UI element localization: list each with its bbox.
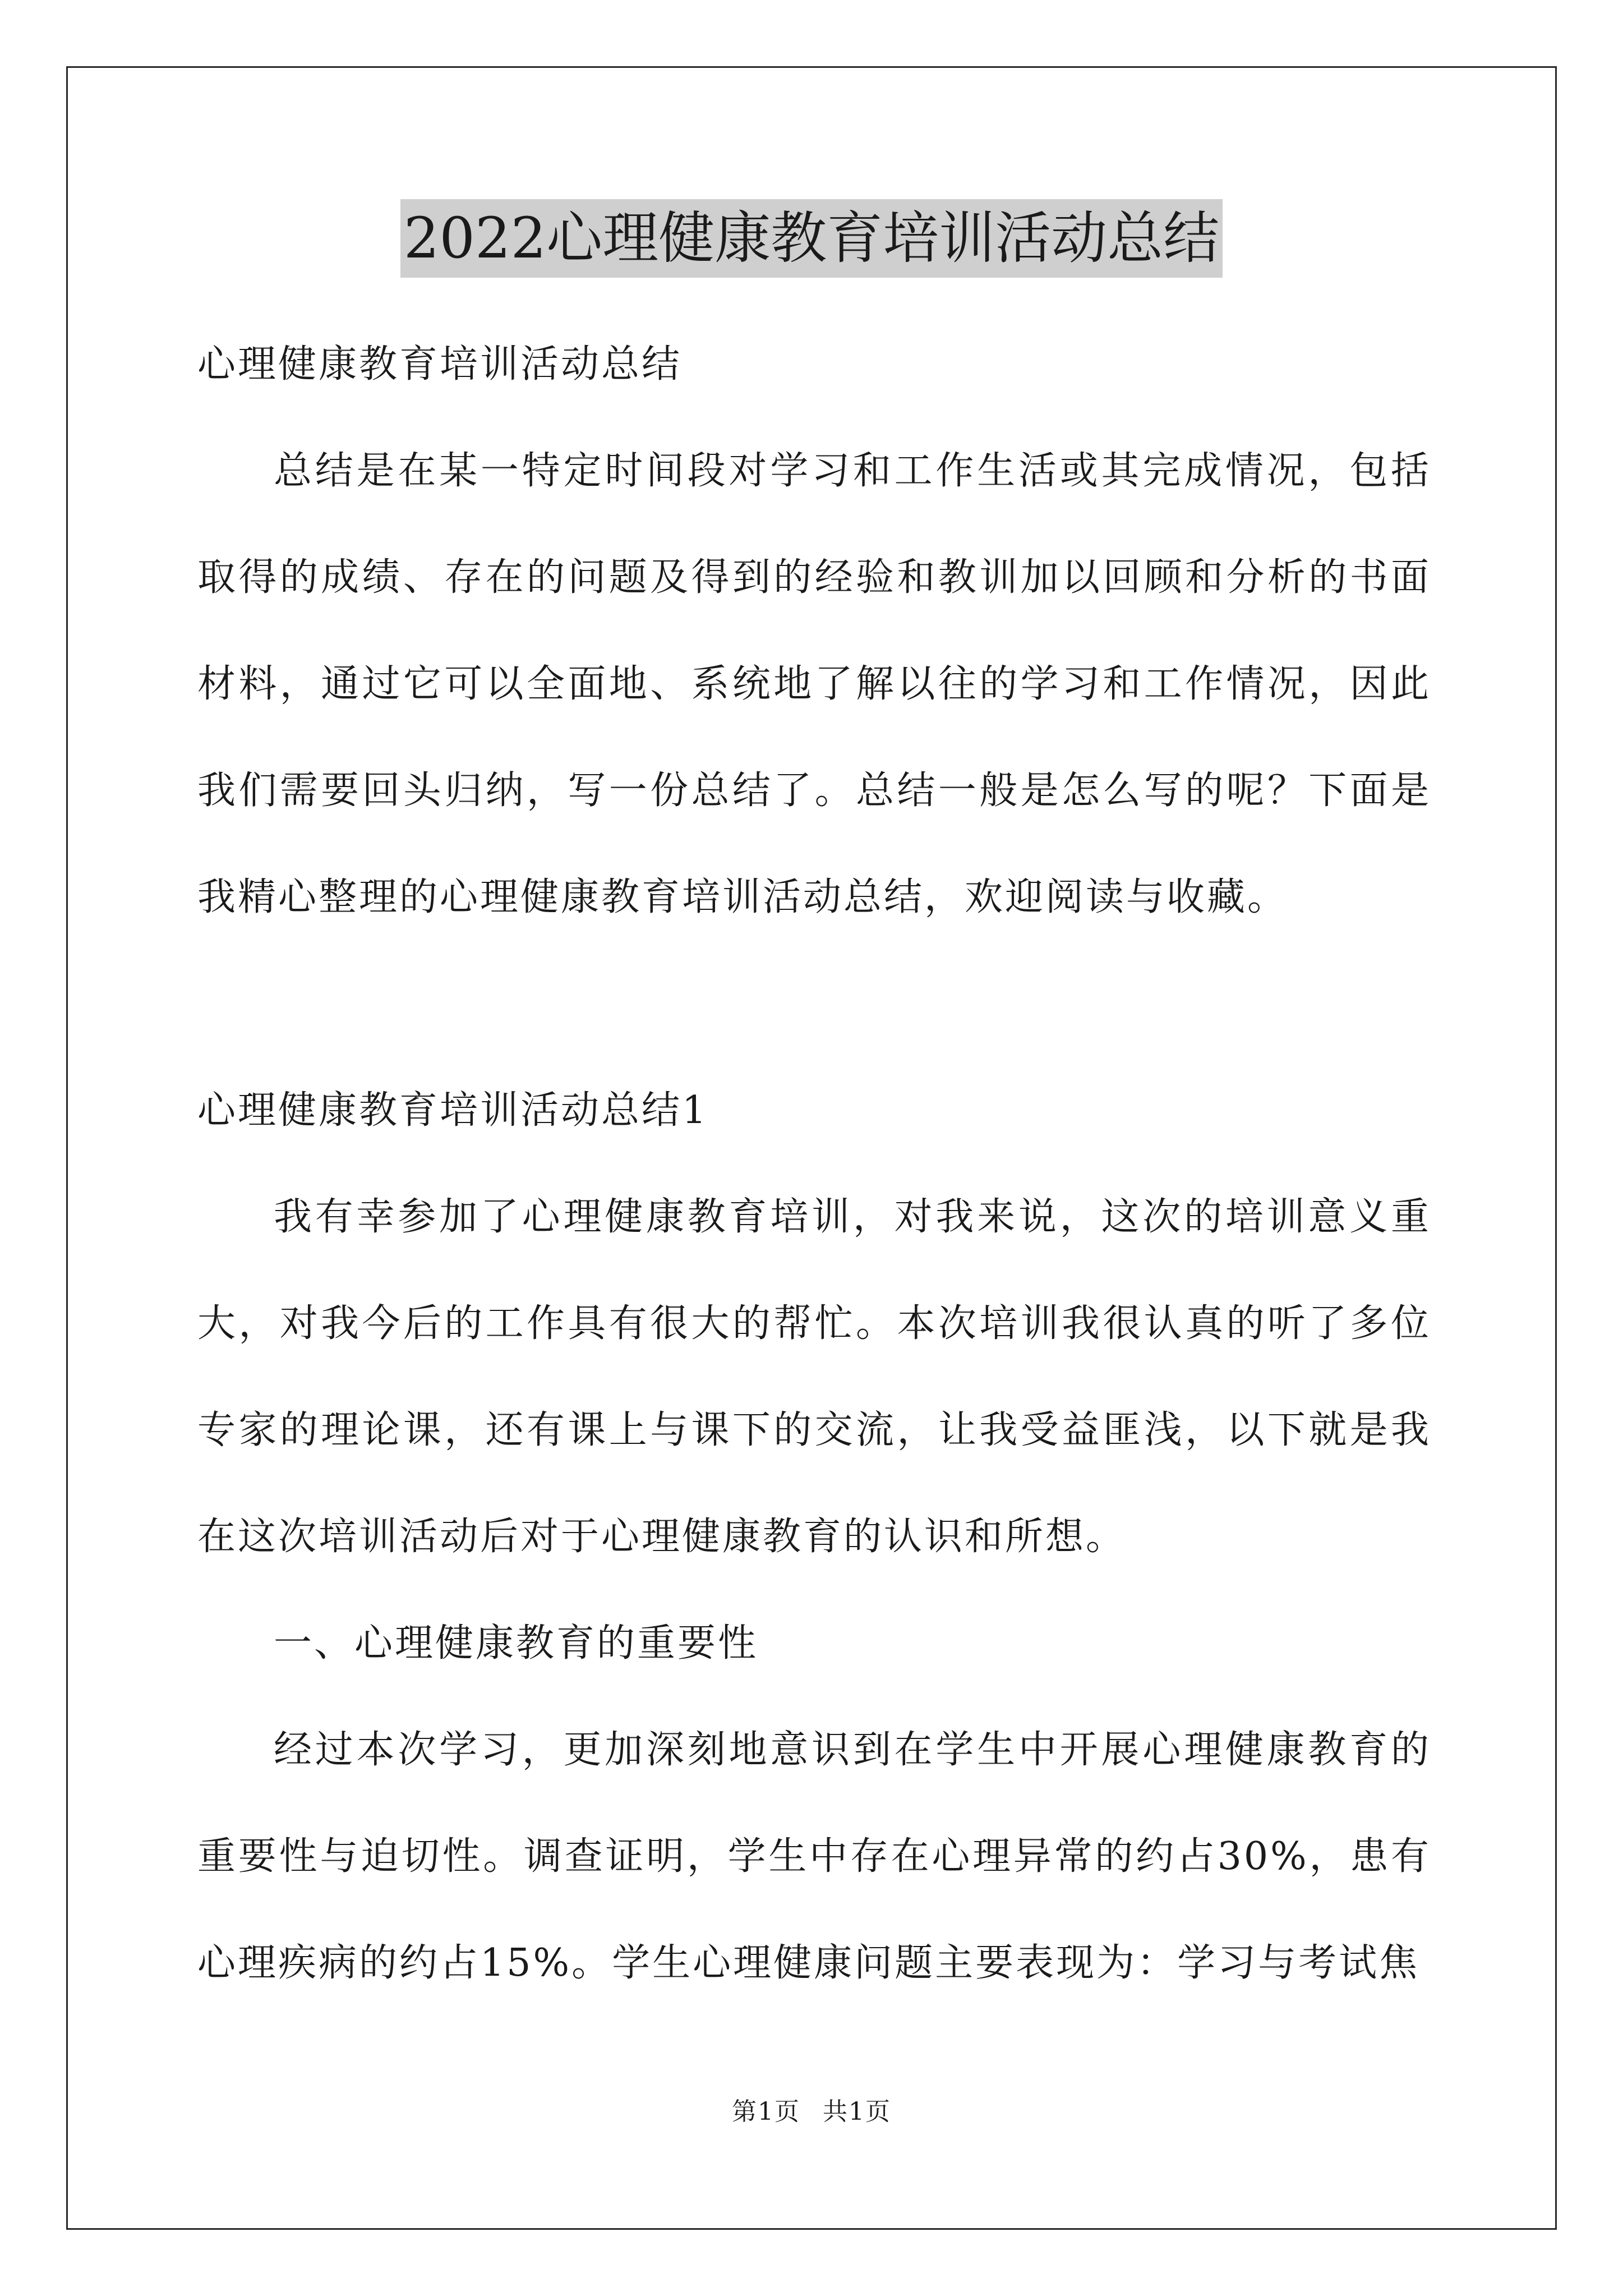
section-title: 心理健康教育培训活动总结1: [197, 1088, 709, 1133]
document-body: [197, 311, 1431, 2017]
document-subtitle: 心理健康教育培训活动总结: [197, 342, 683, 386]
spacer: [197, 951, 1431, 1057]
document-title: 2022心理健康教育培训活动总结: [400, 199, 1223, 278]
section-heading: 一、心理健康教育的重要性: [274, 1621, 759, 1665]
section-paragraph: 我有幸参加了心理健康教育培训，对我来说，这次的培训意义重大，对我今后的工作具有很大的帮忙。本次培训我很认真的听了多位专家的理论课，还有课上与课下的交流，让我受益匪浅，以下就是我在这次培训活动后对于心理健康教育的认识和所想。: [197, 1195, 1431, 1559]
title-wrapper: [0, 199, 1623, 278]
page-number-current: 第1页: [732, 2097, 800, 2126]
intro-paragraph: 总结是在某一特定时间段对学习和工作生活或其完成情况，包括取得的成绩、存在的问题及得到的经验和教训加以回顾和分析的书面材料，通过它可以全面地、系统地了解以往的学习和工作情况，因此我们需要回头归纳，写一份总结了。总结一般是怎么写的呢？下面是我精心整理的心理健康教育培训活动总结，欢迎阅读与收藏。: [197, 449, 1431, 919]
page-footer: [0, 2095, 1623, 2129]
page-number-total: 共1页: [823, 2097, 891, 2126]
section-paragraph: 经过本次学习，更加深刻地意识到在学生中开展心理健康教育的重要性与迫切性。调查证明，学生中存在心理异常的约占30%，患有心理疾病的约占15%。学生心理健康问题主要表现为：学习与考试焦: [197, 1728, 1431, 1985]
